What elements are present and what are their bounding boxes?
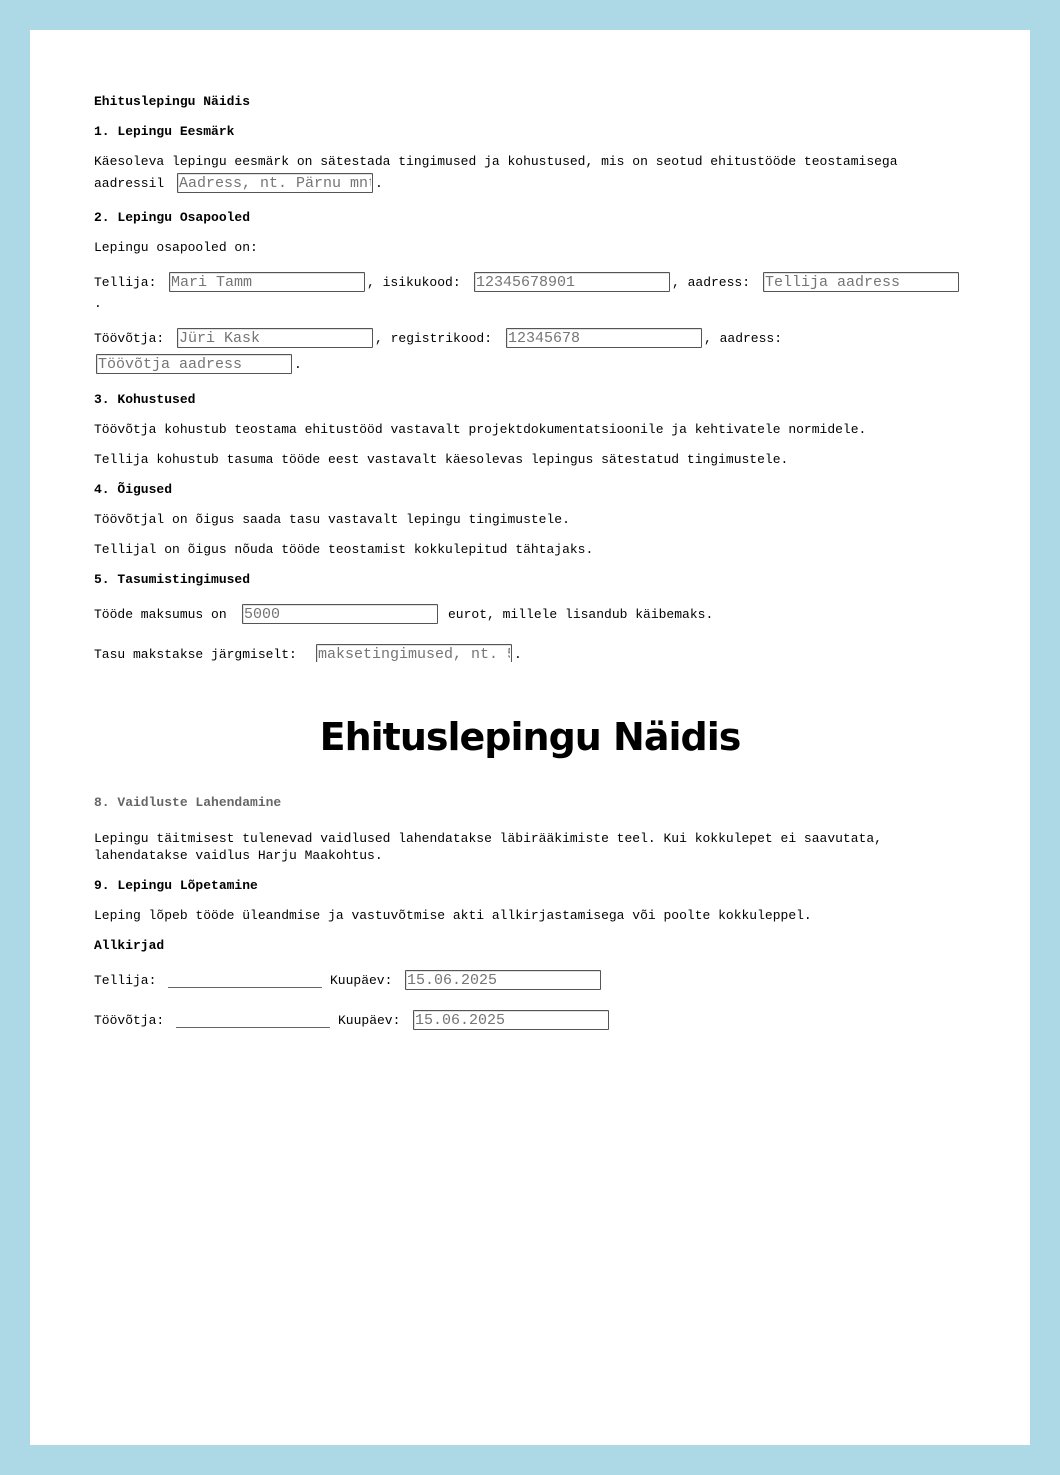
price-suffix: eurot, millele lisandub käibemaks. (448, 607, 714, 622)
client-date-label: Kuupäev: (330, 973, 393, 988)
section-1-address-label: aadressil (94, 176, 165, 191)
contractor-signature-label: Töövõtja: (94, 1013, 165, 1028)
payment-label: Tasu makstakse järgmiselt: (94, 647, 297, 662)
section-4-p2: Tellijal on õigus nõuda tööde teostamist kokkulepitud tähtajaks. (94, 542, 594, 557)
contractor-date-input[interactable] (413, 1010, 609, 1030)
section-3-heading: 3. Kohustused (94, 392, 196, 407)
contractor-label: Töövõtja: (94, 331, 165, 346)
client-signature-line (168, 987, 322, 988)
section-2-heading: 2. Lepingu Osapooled (94, 210, 251, 225)
section-1-heading: 1. Lepingu Eesmärk (94, 124, 235, 139)
section-1-period: . (375, 176, 383, 191)
contractor-reg-label: , registrikood: (375, 331, 493, 346)
section-4-p1: Töövõtjal on õigus saada tasu vastavalt lepingu tingimustele. (94, 512, 570, 527)
section-9-heading: 9. Lepingu Lõpetamine (94, 878, 258, 893)
client-address-label: , aadress: (672, 275, 751, 290)
banner-title: Ehituslepingu Näidis (319, 715, 741, 759)
parties-intro: Lepingu osapooled on: (94, 240, 258, 255)
document-lower-part (30, 30, 1030, 1445)
section-3-p2: Tellija kohustub tasuma tööde eest vastavalt käesolevas lepingus sätestatud tingimustele. (94, 452, 789, 467)
section-4-heading: 4. Õigused (94, 482, 173, 497)
section-8-heading: 8. Vaidluste Lahendamine (94, 795, 282, 810)
section-9-text: Leping lõpeb tööde üleandmise ja vastuvõtmise akti allkirjastamisega või poolte kokkuleppel. (94, 908, 812, 923)
section-8-line1: Lepingu täitmisest tulenevad vaidlused lahendatakse läbirääkimiste teel. Kui kokkulepet ei saavutata, (94, 831, 882, 846)
payment-period: . (514, 647, 522, 662)
contractor-address-label: , aadress: (704, 331, 783, 346)
document-page (30, 30, 1030, 1445)
client-date-input[interactable] (405, 970, 601, 990)
contractor-date-label: Kuupäev: (338, 1013, 401, 1028)
contractor-signature-line (176, 1027, 330, 1028)
client-id-label: , isikukood: (367, 275, 461, 290)
section-5-heading: 5. Tasumistingimused (94, 572, 251, 587)
document-title: Ehituslepingu Näidis (94, 94, 251, 109)
section-8-line2: lahendatakse vaidlus Harju Maakohtus. (94, 848, 383, 863)
signatures-heading: Allkirjad (94, 938, 165, 953)
client-line-period: . (94, 296, 102, 311)
client-signature-label: Tellija: (94, 973, 157, 988)
section-1-text: Käesoleva lepingu eesmärk on sätestada tingimused ja kohustused, mis on seotud ehitustööde teostamisega (94, 154, 898, 169)
client-label: Tellija: (94, 275, 157, 290)
contractor-line-period: . (294, 357, 302, 372)
price-label: Tööde maksumus on (94, 607, 227, 622)
section-3-p1: Töövõtja kohustub teostama ehitustööd vastavalt projektdokumentatsioonile ja kehtivatele normidele. (94, 422, 867, 437)
